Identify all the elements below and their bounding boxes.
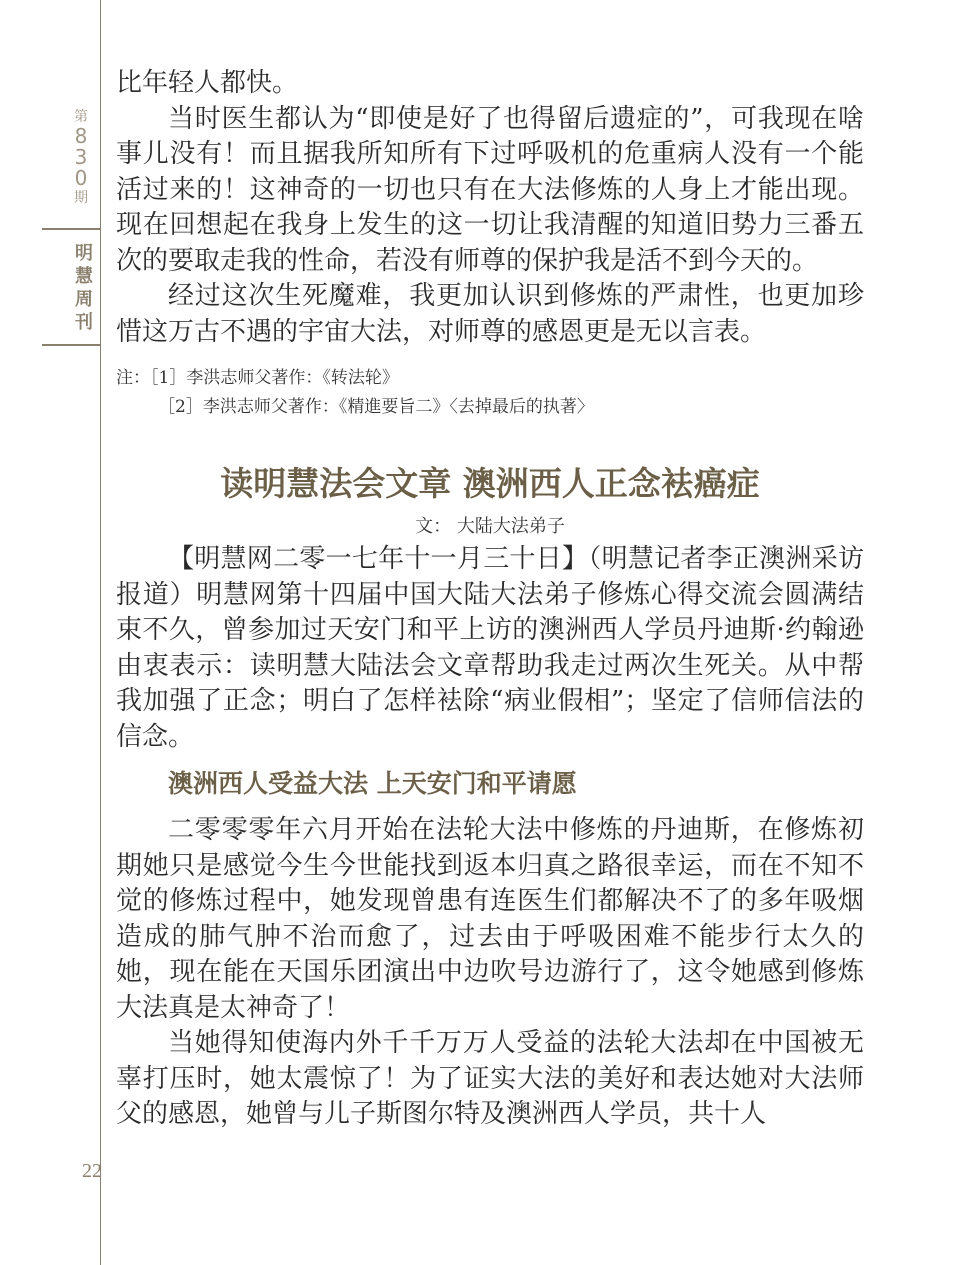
section-subheading: 澳洲西人受益大法 上天安门和平请愿 xyxy=(168,769,577,798)
article-title: 读明慧法会文章 澳洲西人正念袪癌症 xyxy=(220,464,760,503)
issue-prefix: 第 xyxy=(74,109,88,125)
page-number: 22 xyxy=(82,1160,102,1182)
brand-char: 慧 xyxy=(75,266,93,287)
brand-char: 刊 xyxy=(75,312,93,333)
paragraph: 比年轻人都快。 xyxy=(116,68,299,98)
footnote: ［2］李洪志师父著作：《精進要旨二》〈去掉最后的执著〉 xyxy=(158,397,594,417)
byline: 文： 大陆大法弟子 xyxy=(415,516,565,537)
sidebar-rule-bottom xyxy=(42,344,100,346)
brand-char: 周 xyxy=(75,289,93,310)
sidebar-divider-line xyxy=(100,0,101,1265)
paragraph: 【明慧网二零一七年十一月三十日】（明慧记者李正澳洲采访报道）明慧网第十四届中国大陆大法弟子修炼心得交流会圆满结束不久，曾参加过天安门和平上访的澳洲西人学员丹迪斯·约翰逊由衷表示：读明慧大陆法会文章帮助我走过两次生死关。从中帮我加强了正念；明白了怎样袪除“病业假相”；坚定了信师信法的信念。 xyxy=(116,544,864,752)
footnotes xyxy=(116,364,864,422)
paragraph: 当时医生都认为“即使是好了也得留后遗症的”，可我现在啥事儿没有！而且据我所知所有下过呼吸机的危重病人没有一个能活过来的！这神奇的一切也只有在大法修炼的人身上才能出现。现在回想起在我身上发生的这一切让我清醒的知道旧势力三番五次的要取走我的性命，若没有师尊的保护我是活不到今天的。 xyxy=(116,103,864,276)
paragraph: 经过这次生死魔难，我更加认识到修炼的严肃性，也更加珍惜这万古不遇的宇宙大法，对师尊的感恩更是无以言表。 xyxy=(116,281,864,347)
sidebar-rule-top xyxy=(42,228,100,230)
issue-number xyxy=(62,108,100,207)
magazine-brand xyxy=(68,242,100,334)
brand-char: 明 xyxy=(75,243,93,264)
issue-suffix: 期 xyxy=(74,190,88,206)
issue-digit: 8 xyxy=(74,124,88,148)
article-body xyxy=(116,66,864,1133)
paragraph: 二零零零年六月开始在法轮大法中修炼的丹迪斯，在修炼初期她只是感觉今生今世能找到返本归真之路很幸运，而在不知不觉的修炼过程中，她发现曾患有连医生们都解决不了的多年吸烟造成的肺气肿不治而愈了，过去由于呼吸困难不能步行太久的她，现在能在天国乐团演出中边吹号边游行了，这令她感到修炼大法真是太神奇了！ xyxy=(116,815,864,1023)
paragraph: 当她得知使海内外千千万万人受益的法轮大法却在中国被无辜打压时，她太震惊了！为了证实大法的美好和表达她对大法师父的感恩，她曾与儿子斯图尔特及澳洲西人学员，共十人 xyxy=(116,1028,864,1129)
issue-digit: 3 xyxy=(74,145,88,169)
issue-digit: 0 xyxy=(74,166,88,190)
footnote: 注：［1］李洪志师父著作：《转法轮》 xyxy=(116,368,399,388)
